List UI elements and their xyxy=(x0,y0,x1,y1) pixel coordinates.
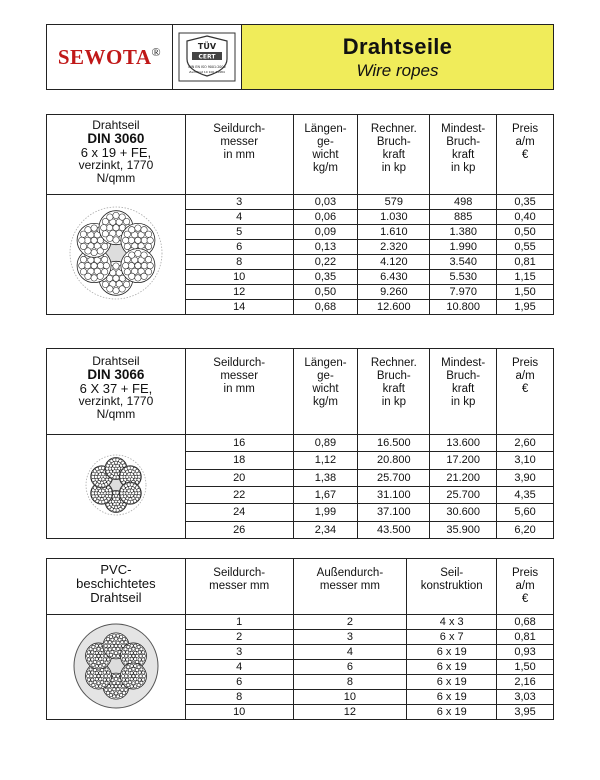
table-cell: 885 xyxy=(430,210,497,225)
table-cell: 16.500 xyxy=(358,435,430,452)
table-cell: 6 xyxy=(185,675,293,690)
table-cell: 9.260 xyxy=(358,285,430,300)
table-cell: 5 xyxy=(185,225,293,240)
table-cell: 20 xyxy=(185,469,293,486)
column-header: Seildurch- messer mm xyxy=(185,559,293,615)
rope-cross-section-image xyxy=(61,616,171,716)
table-cell: 20.800 xyxy=(358,452,430,469)
table-cell: 21.200 xyxy=(430,469,497,486)
table-cell: 6,20 xyxy=(497,521,554,538)
table-cell: 1.030 xyxy=(358,210,430,225)
table-cell: 4 x 3 xyxy=(407,615,497,630)
table-cell: 579 xyxy=(358,195,430,210)
table-cell: 1,50 xyxy=(497,285,554,300)
table-cell: 1.380 xyxy=(430,225,497,240)
svg-text:TÜV: TÜV xyxy=(197,42,217,51)
table-cell: 2 xyxy=(293,615,407,630)
svg-text:DIN EN ISO 9001:2000: DIN EN ISO 9001:2000 xyxy=(188,65,226,69)
column-header: Seil- konstruktion xyxy=(407,559,497,615)
table-cell: 2 xyxy=(185,630,293,645)
table-cell: 0,40 xyxy=(497,210,554,225)
table-cell: 1,99 xyxy=(293,504,358,521)
table-cell: 0,81 xyxy=(497,630,554,645)
table-cell: 17.200 xyxy=(430,452,497,469)
table-cell: 0,81 xyxy=(497,255,554,270)
rope-image-cell xyxy=(47,435,186,539)
table-cell: 12.600 xyxy=(358,300,430,315)
table-cell: 22 xyxy=(185,486,293,503)
table-cell: 6 x 19 xyxy=(407,705,497,720)
tuv-cert-seal xyxy=(178,32,236,82)
table-cell: 8 xyxy=(185,690,293,705)
column-header: Seildurch- messer in mm xyxy=(185,115,293,195)
table-cell: 2,16 xyxy=(497,675,554,690)
title-cell xyxy=(242,25,553,89)
column-header: Preis a/m € xyxy=(497,349,554,435)
svg-text:Zertifikat 10 100 31984: Zertifikat 10 100 31984 xyxy=(189,70,225,74)
table-cell: 0,50 xyxy=(293,285,358,300)
table-cell: 6 xyxy=(185,240,293,255)
table-cell: 4 xyxy=(293,645,407,660)
product-description: PVC- beschichtetes Drahtseil xyxy=(47,559,186,615)
table-cell: 1,38 xyxy=(293,469,358,486)
table-cell: 26 xyxy=(185,521,293,538)
page-title: Drahtseile xyxy=(342,33,453,59)
column-header: Außendurch- messer mm xyxy=(293,559,407,615)
table-cell: 25.700 xyxy=(430,486,497,503)
column-header: Mindest- Bruch- kraft in kp xyxy=(430,115,497,195)
table-cell: 4 xyxy=(185,660,293,675)
table-cell: 14 xyxy=(185,300,293,315)
table-cell: 4.120 xyxy=(358,255,430,270)
rope-image-cell xyxy=(47,195,186,315)
table-cell: 3,95 xyxy=(497,705,554,720)
table-cell: 0,13 xyxy=(293,240,358,255)
table-cell: 3.540 xyxy=(430,255,497,270)
column-header: Längen- ge- wicht kg/m xyxy=(293,115,358,195)
table-cell: 12 xyxy=(293,705,407,720)
table-cell: 2,34 xyxy=(293,521,358,538)
table-pvc-coated xyxy=(46,558,554,720)
table-cell: 24 xyxy=(185,504,293,521)
table-cell: 1,50 xyxy=(497,660,554,675)
table-cell: 2,60 xyxy=(497,435,554,452)
brand-logo: SEWOTA® xyxy=(57,44,162,69)
table-cell: 10 xyxy=(293,690,407,705)
table-cell: 0,09 xyxy=(293,225,358,240)
table-cell: 0,22 xyxy=(293,255,358,270)
table-cell: 0,03 xyxy=(293,195,358,210)
table-cell: 1.610 xyxy=(358,225,430,240)
table-cell: 10 xyxy=(185,705,293,720)
table-cell: 4,35 xyxy=(497,486,554,503)
table-cell: 1.990 xyxy=(430,240,497,255)
column-header: Preis a/m € xyxy=(497,559,554,615)
product-description: Drahtseil DIN 3066 6 X 37 + FE, verzinkt, 1770 N/qmm xyxy=(47,349,186,435)
table-cell: 5.530 xyxy=(430,270,497,285)
table-cell: 0,50 xyxy=(497,225,554,240)
column-header: Rechner. Bruch- kraft in kp xyxy=(358,349,430,435)
table-cell: 3 xyxy=(293,630,407,645)
table-cell: 5,60 xyxy=(497,504,554,521)
table-cell: 7.970 xyxy=(430,285,497,300)
table-cell: 6 x 19 xyxy=(407,660,497,675)
table-cell: 1,12 xyxy=(293,452,358,469)
table-cell: 43.500 xyxy=(358,521,430,538)
product-description: Drahtseil DIN 3060 6 x 19 + FE, verzinkt, 1770 N/qmm xyxy=(47,115,186,195)
table-cell: 0,35 xyxy=(497,195,554,210)
table-cell: 0,06 xyxy=(293,210,358,225)
table-cell: 8 xyxy=(185,255,293,270)
table-cell: 6 x 19 xyxy=(407,645,497,660)
table-cell: 6.430 xyxy=(358,270,430,285)
table-cell: 6 xyxy=(293,660,407,675)
table-cell: 30.600 xyxy=(430,504,497,521)
table-cell: 10.800 xyxy=(430,300,497,315)
table-cell: 0,89 xyxy=(293,435,358,452)
table-row xyxy=(47,195,554,210)
table-cell: 3,03 xyxy=(497,690,554,705)
table-cell: 0,68 xyxy=(497,615,554,630)
table-cell: 498 xyxy=(430,195,497,210)
page-header xyxy=(46,24,554,90)
table-cell: 10 xyxy=(185,270,293,285)
rope-image-cell xyxy=(47,615,186,720)
table-cell: 4 xyxy=(185,210,293,225)
table-cell: 0,55 xyxy=(497,240,554,255)
column-header: Seildurch- messer in mm xyxy=(185,349,293,435)
table-cell: 6 x 19 xyxy=(407,675,497,690)
table-cell: 35.900 xyxy=(430,521,497,538)
table-cell: 6 x 7 xyxy=(407,630,497,645)
table-cell: 1,15 xyxy=(497,270,554,285)
table-cell: 0,68 xyxy=(293,300,358,315)
cert-cell xyxy=(173,25,242,89)
column-header: Mindest- Bruch- kraft in kp xyxy=(430,349,497,435)
table-din3066 xyxy=(46,348,554,539)
table-cell: 25.700 xyxy=(358,469,430,486)
table-cell: 1,67 xyxy=(293,486,358,503)
page-subtitle: Wire ropes xyxy=(356,60,439,80)
svg-text:CERT: CERT xyxy=(198,53,216,61)
table-row xyxy=(47,615,554,630)
rope-cross-section-image xyxy=(61,435,171,535)
table-cell: 2.320 xyxy=(358,240,430,255)
table-cell: 1 xyxy=(185,615,293,630)
table-cell: 0,35 xyxy=(293,270,358,285)
table-cell: 0,93 xyxy=(497,645,554,660)
rope-cross-section-image xyxy=(61,203,171,303)
table-cell: 3 xyxy=(185,645,293,660)
column-header: Rechner. Bruch- kraft in kp xyxy=(358,115,430,195)
table-cell: 18 xyxy=(185,452,293,469)
table-cell: 13.600 xyxy=(430,435,497,452)
table-cell: 12 xyxy=(185,285,293,300)
table-cell: 16 xyxy=(185,435,293,452)
column-header: Preis a/m € xyxy=(497,115,554,195)
table-cell: 37.100 xyxy=(358,504,430,521)
table-cell: 6 x 19 xyxy=(407,690,497,705)
column-header: Längen- ge- wicht kg/m xyxy=(293,349,358,435)
table-cell: 8 xyxy=(293,675,407,690)
table-cell: 3,10 xyxy=(497,452,554,469)
table-cell: 3,90 xyxy=(497,469,554,486)
table-cell: 31.100 xyxy=(358,486,430,503)
table-cell: 3 xyxy=(185,195,293,210)
table-row xyxy=(47,435,554,452)
logo-cell xyxy=(47,25,173,89)
table-din3060 xyxy=(46,114,554,315)
table-cell: 1,95 xyxy=(497,300,554,315)
